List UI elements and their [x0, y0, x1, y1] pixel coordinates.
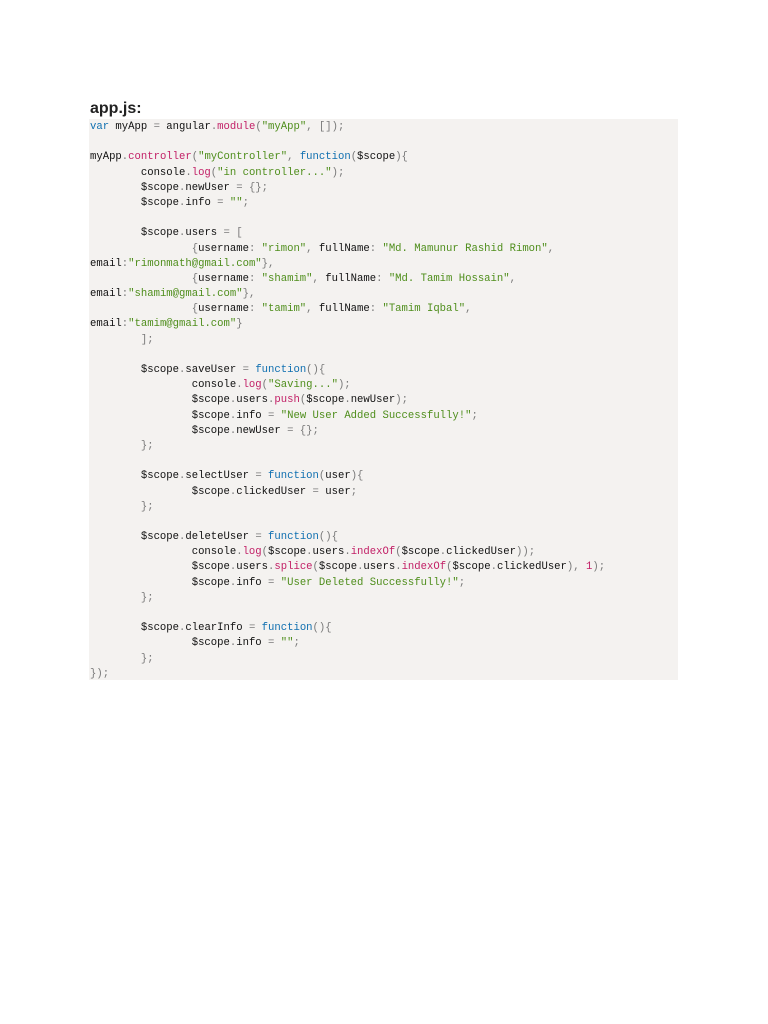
code-line: [90, 317, 678, 332]
file-title: app.js:: [90, 100, 142, 117]
code-token: clickedUser: [496, 561, 567, 574]
code-line: [90, 363, 678, 378]
code-token: },: [261, 257, 275, 270]
code-token: newUser: [185, 181, 237, 194]
code-token: $scope: [90, 196, 180, 209]
code-token: .: [210, 121, 218, 133]
code-token: "myApp": [261, 121, 307, 133]
code-token: .: [490, 561, 497, 574]
code-line: [90, 652, 678, 667]
code-token: users: [363, 561, 396, 574]
code-line: [90, 211, 678, 226]
code-token: indexOf: [350, 546, 396, 559]
code-token: (: [261, 546, 269, 559]
code-token: ),: [566, 561, 586, 574]
code-token: ;: [350, 485, 358, 498]
code-token: =: [255, 470, 269, 483]
code-token: = {};: [236, 181, 269, 194]
code-token: :: [121, 288, 129, 301]
code-line: [90, 242, 678, 257]
code-line: [90, 545, 678, 560]
code-line: [90, 485, 678, 500]
code-token: ){: [350, 470, 364, 483]
code-token: .: [268, 394, 275, 407]
code-token: console: [90, 166, 186, 179]
code-token: var: [90, 121, 110, 133]
code-token: .: [229, 409, 237, 422]
code-token: .: [306, 546, 313, 559]
code-token: $scope: [90, 181, 180, 194]
code-token: ,: [465, 303, 472, 316]
code-token: fullName: [318, 242, 370, 255]
code-line: [90, 257, 678, 272]
code-line: [90, 636, 678, 651]
code-token: $scope: [318, 561, 358, 574]
code-token: $scope: [268, 546, 307, 559]
code-token: $scope: [90, 227, 180, 240]
code-token: (){: [318, 531, 338, 544]
code-token: $scope: [90, 424, 230, 437]
code-token: =: [268, 637, 281, 650]
code-block: [89, 119, 678, 680]
code-token: newUser: [236, 424, 288, 437]
code-token: :: [369, 303, 383, 316]
code-token: .: [179, 470, 186, 483]
code-line: [90, 333, 678, 348]
code-token: "shamim": [261, 272, 313, 285]
code-token: myApp: [109, 121, 154, 133]
code-line: [90, 469, 678, 484]
code-token: (){: [306, 364, 326, 376]
code-token: (: [312, 561, 319, 574]
code-token: .: [179, 227, 186, 240]
code-token: .: [229, 561, 237, 574]
code-token: "": [229, 196, 243, 209]
code-token: "myController": [198, 151, 288, 164]
code-token: $scope: [401, 546, 440, 559]
code-token: .: [268, 561, 275, 574]
code-token: console: [90, 379, 237, 392]
code-token: );: [337, 379, 351, 392]
code-token: };: [90, 652, 154, 665]
code-token: users: [236, 561, 269, 574]
code-token: user: [325, 485, 351, 498]
code-token: .: [229, 576, 237, 589]
code-line: [90, 591, 678, 606]
code-token: = {};: [287, 424, 319, 437]
code-token: );: [331, 166, 345, 179]
code-token: $scope: [90, 531, 180, 544]
code-token: indexOf: [401, 561, 447, 574]
code-line: [90, 454, 678, 469]
code-token: =: [217, 196, 230, 209]
code-token: ,: [547, 242, 555, 255]
code-line: [90, 530, 678, 545]
code-token: =: [255, 531, 269, 544]
code-token: users: [185, 227, 224, 240]
code-token: .: [179, 181, 186, 194]
code-token: .: [185, 166, 192, 179]
code-token: ;: [242, 196, 249, 209]
code-token: ,: [306, 303, 319, 316]
code-token: splice: [274, 561, 313, 574]
code-token: (: [191, 151, 199, 164]
code-token: $scope: [90, 364, 180, 376]
code-line: [90, 181, 678, 196]
code-token: .: [121, 151, 129, 164]
code-token: "Md. Mamunur Rashid Rimon": [382, 242, 548, 255]
code-token: };: [90, 591, 154, 604]
code-token: .: [229, 637, 237, 650]
code-token: $scope: [452, 561, 491, 574]
code-line: [90, 606, 678, 621]
code-token: .: [236, 546, 243, 559]
code-token: .: [439, 546, 447, 559]
code-token: =: [268, 576, 281, 589]
code-line: [90, 439, 678, 454]
code-line: [90, 226, 678, 241]
code-token: =: [268, 409, 281, 422]
code-token: $scope: [90, 409, 230, 422]
code-token: .: [229, 485, 237, 498]
code-token: {: [90, 242, 199, 255]
code-token: email: [90, 257, 122, 270]
code-token: function: [255, 364, 307, 376]
code-token: ,: [509, 272, 516, 285]
code-token: "in controller...": [217, 166, 332, 179]
code-token: =: [153, 121, 160, 133]
code-token: },: [242, 288, 256, 301]
code-token: log: [242, 546, 262, 559]
code-token: newUser: [350, 394, 396, 407]
code-line: [90, 120, 678, 135]
code-token: controller: [128, 151, 192, 164]
code-token: .: [357, 561, 364, 574]
code-token: info: [185, 196, 218, 209]
code-token: ];: [90, 333, 154, 346]
code-token: clearInfo: [185, 622, 249, 635]
code-token: .: [179, 622, 186, 635]
code-token: :: [121, 257, 129, 270]
code-token: "rimon": [261, 242, 307, 255]
code-token: (: [255, 121, 262, 133]
code-token: );: [395, 394, 408, 407]
code-token: deleteUser: [185, 531, 256, 544]
code-token: ,: [287, 151, 300, 164]
code-token: (: [350, 151, 358, 164]
code-token: saveUser: [185, 364, 243, 376]
code-token: $scope: [306, 394, 345, 407]
code-token: $scope: [90, 394, 230, 407]
code-token: $scope: [90, 637, 230, 650]
code-token: $scope: [90, 576, 230, 589]
code-token: "tamim": [261, 303, 307, 316]
code-token: username: [198, 272, 249, 285]
code-token: myApp: [90, 151, 122, 164]
code-token: {: [90, 303, 199, 316]
code-token: ;: [471, 409, 478, 422]
code-line: [90, 287, 678, 302]
code-token: );: [592, 561, 606, 574]
code-token: ,: [306, 242, 319, 255]
code-line: [90, 500, 678, 515]
code-token: username: [198, 242, 249, 255]
code-token: .: [236, 379, 243, 392]
code-token: selectUser: [185, 470, 256, 483]
code-token: (: [261, 379, 269, 392]
code-token: {: [90, 272, 199, 285]
code-token: (: [446, 561, 453, 574]
code-line: [90, 560, 678, 575]
code-token: user: [325, 470, 351, 483]
code-token: .: [179, 196, 186, 209]
code-token: log: [191, 166, 211, 179]
code-token: ));: [516, 546, 536, 559]
code-line: [90, 409, 678, 424]
code-line: [90, 621, 678, 636]
code-token: };: [90, 500, 154, 513]
code-token: $scope: [90, 470, 180, 483]
code-token: email: [90, 318, 122, 331]
code-token: $scope: [90, 485, 230, 498]
code-token: username: [198, 303, 249, 316]
code-line: [90, 135, 678, 150]
code-token: ;: [293, 637, 300, 650]
code-token: console: [90, 546, 237, 559]
code-token: (: [299, 394, 307, 407]
code-token: function: [268, 531, 319, 544]
code-line: [90, 515, 678, 530]
code-token: $scope: [90, 561, 230, 574]
code-token: :: [248, 303, 262, 316]
code-token: push: [274, 394, 300, 407]
code-token: .: [344, 546, 351, 559]
code-token: log: [242, 379, 262, 392]
code-token: users: [312, 546, 345, 559]
code-token: function: [261, 622, 313, 635]
code-token: function: [299, 151, 351, 164]
code-token: .: [344, 394, 351, 407]
code-token: });: [90, 667, 110, 680]
code-token: "tamim@gmail.com": [128, 318, 237, 331]
code-token: .: [179, 364, 186, 376]
code-line: [90, 302, 678, 317]
code-token: :: [376, 272, 389, 285]
code-line: [90, 393, 678, 408]
code-line: [90, 424, 678, 439]
code-token: "Tamim Iqbal": [382, 303, 466, 316]
code-token: $scope: [90, 622, 180, 635]
code-token: (: [210, 166, 218, 179]
code-token: }: [236, 318, 243, 331]
code-token: :: [248, 272, 262, 285]
code-token: ,: [312, 272, 326, 285]
code-token: :: [121, 318, 129, 331]
code-line: [90, 272, 678, 287]
code-token: .: [179, 531, 186, 544]
code-token: fullName: [325, 272, 377, 285]
code-token: info: [236, 637, 269, 650]
code-token: function: [268, 470, 319, 483]
code-token: email: [90, 288, 122, 301]
code-token: module: [217, 121, 256, 133]
code-token: "User Deleted Successfully!": [280, 576, 459, 589]
code-token: = [: [223, 227, 243, 240]
code-line: [90, 196, 678, 211]
code-token: ;: [458, 576, 466, 589]
code-token: "shamim@gmail.com": [128, 288, 243, 301]
code-token: =: [248, 622, 262, 635]
code-token: =: [242, 364, 256, 376]
code-token: fullName: [318, 303, 370, 316]
code-token: };: [90, 439, 154, 452]
code-line: [90, 150, 678, 165]
code-line: [90, 348, 678, 363]
code-token: "rimonmath@gmail.com": [128, 257, 262, 270]
code-line: [90, 576, 678, 591]
code-token: "New User Added Successfully!": [280, 409, 472, 422]
code-token: (: [318, 470, 326, 483]
code-token: .: [395, 561, 402, 574]
code-token: .: [229, 424, 237, 437]
code-token: info: [236, 409, 269, 422]
code-token: angular: [159, 121, 211, 133]
code-token: users: [236, 394, 269, 407]
code-token: :: [369, 242, 383, 255]
code-token: , []);: [306, 121, 345, 133]
code-token: .: [229, 394, 237, 407]
code-token: clickedUser: [236, 485, 313, 498]
code-token: "": [280, 637, 294, 650]
code-token: :: [248, 242, 262, 255]
code-token: ){: [395, 151, 408, 164]
code-line: [90, 667, 678, 682]
code-token: "Md. Tamim Hossain": [388, 272, 510, 285]
code-token: =: [312, 485, 326, 498]
code-line: [90, 166, 678, 181]
code-token: info: [236, 576, 269, 589]
code-token: 1: [585, 561, 593, 574]
code-line: [90, 378, 678, 393]
code-token: (: [395, 546, 402, 559]
code-token: clickedUser: [446, 546, 517, 559]
code-token: (){: [312, 622, 332, 635]
code-token: $scope: [357, 151, 396, 164]
code-token: "Saving...": [268, 379, 338, 392]
